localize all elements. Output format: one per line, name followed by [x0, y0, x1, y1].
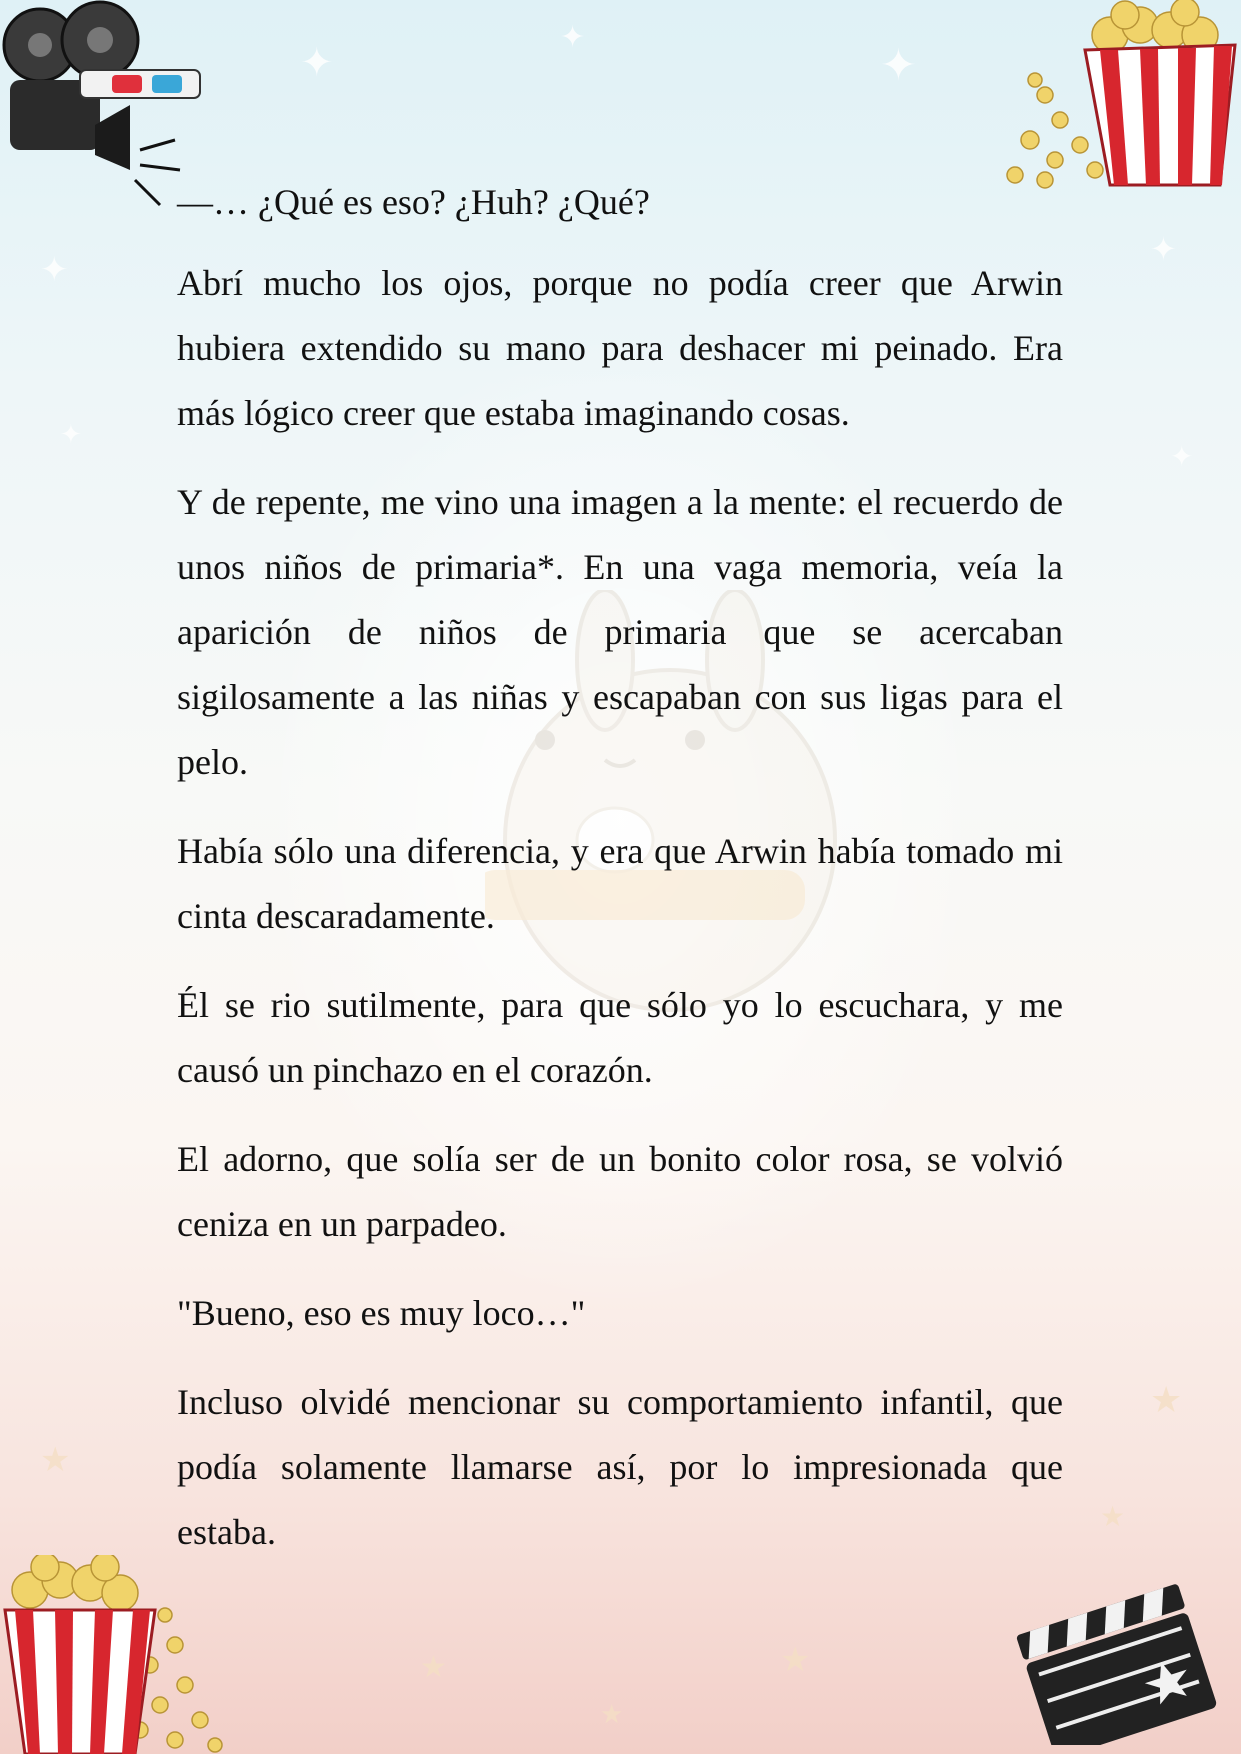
paragraph: Y de repente, me vino una imagen a la mente: el recuerdo de unos niños de primaria*. En una vaga memoria, veía la aparición de niños de primaria que se acercaban sigilosamente a las niñas y escapaban con sus ligas para el pelo. — [177, 482, 1063, 782]
paragraph: Abrí mucho los ojos, porque no podía creer que Arwin hubiera extendido su mano para deshacer mi peinado. Era más lógico creer que estaba imaginando cosas. — [177, 263, 1063, 433]
star-icon: ★ — [780, 1640, 811, 1680]
sparkle-icon: ✦ — [880, 40, 917, 91]
sparkle-icon: ✦ — [40, 250, 69, 290]
document-body — [177, 170, 1063, 1589]
star-icon: ★ — [600, 1700, 624, 1730]
star-icon: ★ — [420, 1650, 447, 1685]
star-icon: ★ — [40, 1440, 71, 1480]
paragraph: Había sólo una diferencia, y era que Arwin había tomado mi cinta descaradamente. — [177, 831, 1063, 936]
sparkle-icon: ✦ — [1170, 440, 1194, 473]
paragraph: Incluso olvidé mencionar su comportamiento infantil, que podía solamente llamarse así, por lo impresionada que estaba. — [177, 1382, 1063, 1552]
star-icon: ★ — [1100, 1500, 1126, 1533]
paragraph: —… ¿Qué es eso? ¿Huh? ¿Qué? — [177, 182, 650, 222]
paragraph: El adorno, que solía ser de un bonito color rosa, se volvió ceniza en un parpadeo. — [177, 1139, 1063, 1244]
paragraph: "Bueno, eso es muy loco…" — [177, 1293, 586, 1333]
star-icon: ★ — [1150, 1380, 1183, 1421]
clapperboard-icon — [1010, 1575, 1230, 1745]
sparkle-icon: ✦ — [60, 420, 82, 450]
sparkle-icon: ✦ — [1150, 230, 1177, 268]
sparkle-icon: ✦ — [560, 20, 586, 55]
sparkle-icon: ✦ — [300, 40, 334, 86]
paragraph: Él se rio sutilmente, para que sólo yo lo escuchara, y me causó un pinchazo en el corazón. — [177, 985, 1063, 1090]
